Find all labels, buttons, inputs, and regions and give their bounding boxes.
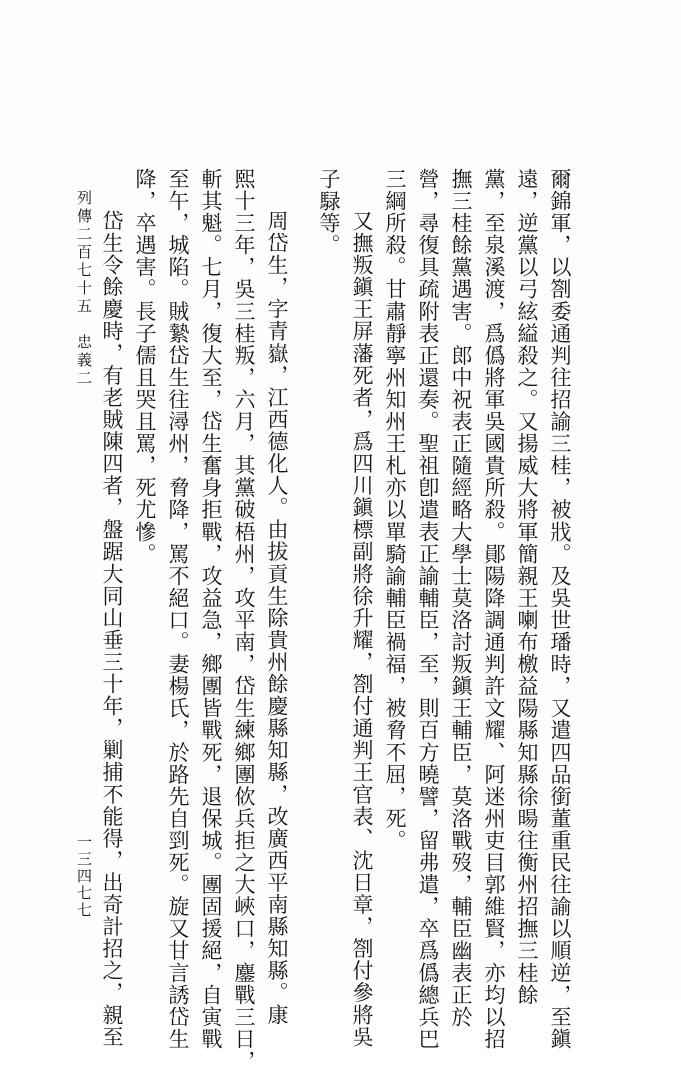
text-column: 撫三桂餘黨遇害。郎中祝表正隨經略大學士莫洛討叛鎭王輔臣，莫洛戰歿，輔臣幽表正於 — [449, 168, 473, 1028]
text-column: 熙十三年，吳三桂叛，六月，其黨破梧州，攻平南，岱生練鄉團佽兵拒之大峽口，鏖戰三日， — [232, 168, 256, 1072]
page-number: 一三四七七 — [75, 834, 93, 919]
text-column: 黨，至泉溪渡，爲僞將軍吳國貴所殺。鄖陽降調通判許文耀、阿迷州吏目郭維賢，亦均以招 — [482, 168, 506, 1050]
text-column: 降，卒遇害。長子儒且哭且罵，死尤慘。 — [133, 168, 157, 565]
text-column: 至午，城陷。賊縶岱生往潯州，脅降，罵不絕口。妻楊氏，於路先自剄死。旋又甘言誘岱生 — [166, 168, 190, 1050]
text-column: 爾錦軍，以劄委通判往招諭三桂，被戕。及吳世璠時，又遣四品銜董重民往諭以順逆，至鎭 — [548, 168, 572, 1050]
text-column: 子騄等。 — [317, 168, 341, 257]
text-column: 又撫叛鎭王屏藩死者，爲四川鎭標副將徐升耀，劄付通判王官表、沈日章，劄付參將吳 — [350, 210, 374, 1048]
text-column: 三綱所殺。甘肅靜寧州知州王札亦以單騎諭輔臣禍福，被脅不屈，死。 — [383, 168, 407, 852]
text-column: 營，尋復具疏附表正還奏。聖祖卽遣表正諭輔臣，至，則百方曉譬，留弗遣，卒爲僞總兵巴 — [416, 168, 440, 1050]
running-header: 列傳二百七十五 忠義二 — [75, 190, 93, 388]
text-column: 斬其魁。七月，復大至，岱生奮身拒戰，攻益急，鄉團皆戰死，退保城。團固援絕，自寅戰 — [199, 168, 223, 1050]
text-column: 周岱生，字青嶽，江西德化人。由拔貢生除貴州餘慶縣知縣，改廣西平南縣知縣。康 — [265, 210, 289, 1026]
text-column: 遠，逆黨以弓絃縊殺之。又揚威大將軍簡親王喇布檄益陽縣知縣徐暘往衡州招撫三桂餘 — [515, 168, 539, 1006]
text-column: 岱生令餘慶時，有老賊陳四者，盤踞大同山垂三十年，剿捕不能得，出奇計招之，親至 — [100, 210, 124, 1048]
